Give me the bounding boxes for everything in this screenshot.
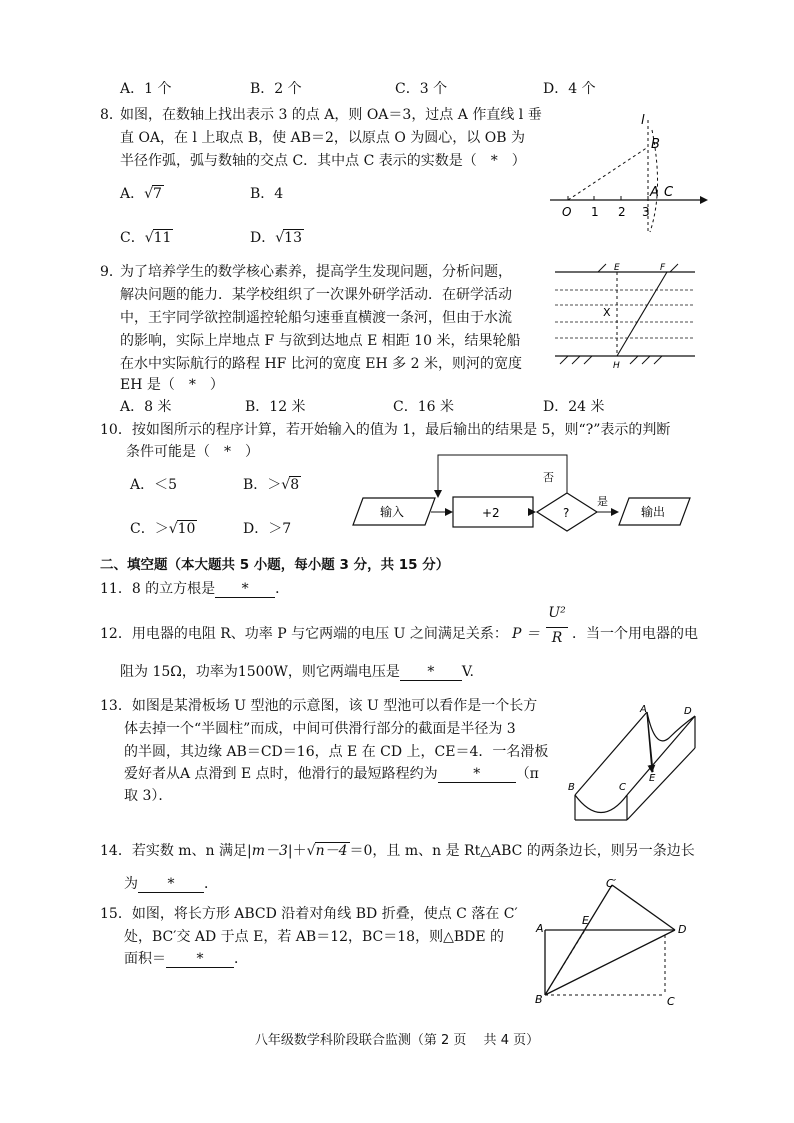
q15-fig-label-a: A xyxy=(536,922,544,935)
q13-line-4 xyxy=(124,765,539,783)
flow-no-label: 否 xyxy=(543,471,554,484)
q15-line-3 xyxy=(124,950,248,968)
q12-formula-p: P ＝ xyxy=(512,626,540,642)
q9-option-d: D．24 米 xyxy=(543,399,605,415)
q13-line-2: 体去掉一个“半圆柱”而成，中间可供滑行部分的截面是半径为 3 xyxy=(124,721,516,737)
q15-fig-label-c-prime: C′ xyxy=(606,877,617,890)
q10-number: 10． xyxy=(100,422,132,438)
flow-add-label: +2 xyxy=(482,506,500,520)
q9-river-figure xyxy=(550,260,700,370)
q9-option-a: A．8 米 xyxy=(120,399,172,415)
q8-fig-label-o: O xyxy=(562,205,572,219)
q15-line-2: 处，BC′交 AD 于点 E，若 AB＝12，BC＝18，则△BDE 的 xyxy=(124,929,505,945)
q14-line-2-end: ． xyxy=(204,876,218,892)
page-footer: 八年级数学科阶段联合监测（第 2 页 共 4 页） xyxy=(254,1033,540,1048)
q13-line-4-end: （π xyxy=(515,766,539,782)
q14-line-1: 14．若实数 m、n 满足|m－3|＋√n－4 ＝0，且 m、n 是 Rt△ABC 的两条边长，则另一条边长 xyxy=(100,843,695,859)
q8-fig-tick-2: 2 xyxy=(618,205,626,219)
q9-number: 9． xyxy=(100,264,123,280)
q10-option-b-label: B．＞ xyxy=(243,477,282,493)
q13-line-5: 取 3）． xyxy=(124,788,173,804)
q12-formula-numerator: U² xyxy=(548,605,566,621)
q8-option-b: B．4 xyxy=(250,186,284,202)
q8-number-line-figure xyxy=(540,110,715,235)
q13-line-3: 的半圆，其边缘 AB＝CD＝16，点 E 在 CD 上，CE＝4．一名滑板 xyxy=(124,744,549,760)
q13-fig-label-b: B xyxy=(568,782,575,793)
section-2-heading: 二、填空题（本大题共 5 小题，每小题 3 分，共 15 分） xyxy=(100,557,450,573)
flow-input-label: 输入 xyxy=(380,505,405,519)
q10-option-c: C．＞√10 xyxy=(130,521,196,537)
q8-option-c-value: 11 xyxy=(153,230,172,246)
q8-option-d-value: 13 xyxy=(284,230,302,246)
q13-fig-label-c: C xyxy=(619,782,626,793)
q8-line-3: 半径作弧，弧与数轴的交点 C．其中点 C 表示的实数是（ * ） xyxy=(120,153,526,169)
q10-line-1 xyxy=(100,421,670,439)
q12-line-2-end: V. xyxy=(461,664,475,680)
q8-fig-label-c: C xyxy=(664,185,674,200)
q9-line-3: 中，王宇同学欲控制遥控轮船匀速垂直横渡一条河，但由于水流 xyxy=(120,310,512,326)
q8-option-c: C．√11 xyxy=(120,230,172,246)
q10-flowchart xyxy=(345,445,695,535)
q12-line-1-text: 12．用电器的电阻 R、功率 P 与它两端的电压 U 之间满足关系： xyxy=(100,626,508,642)
q7-option-d: D．4 个 xyxy=(543,81,596,97)
q14-radical-expression: n－4 xyxy=(315,843,348,859)
q9-line-4: 的影响，实际上岸地点 F 与欲到达地点 E 相距 10 米，结果轮船 xyxy=(120,333,521,349)
q15-fig-label-c: C xyxy=(667,995,675,1008)
q9-line-5: 在水中实际航行的路程 HF 比河的宽度 EH 多 2 米，则河的宽度 xyxy=(120,356,522,372)
q8-fig-label-l: l xyxy=(641,113,645,128)
q8-option-a-label: A． xyxy=(120,186,145,202)
q15-rectangle-fold-figure xyxy=(530,875,705,1010)
q11-text: 11．8 的立方根是 xyxy=(100,581,216,597)
flow-yes-label: 是 xyxy=(597,495,608,508)
q13-fig-label-a: A xyxy=(640,704,647,715)
q9-line-2: 解决问题的能力．某学校组织了一次课外研学活动．在研学活动 xyxy=(120,287,512,303)
q8-fig-label-a: A xyxy=(650,185,659,200)
q14-text-1: 14．若实数 m、n 满足 xyxy=(100,843,248,859)
q11 xyxy=(100,580,289,598)
q12-fraction-bar xyxy=(546,627,568,628)
q15-fig-label-d: D xyxy=(678,923,687,936)
q9-fig-label-x: X xyxy=(603,306,611,319)
q14-answer-blank: * xyxy=(138,877,204,893)
q8-option-d-label: D． xyxy=(250,230,276,246)
q10-text-1: 按如图所示的程序计算，若开始输入的值为 1，最后输出的结果是 5，则“?”表示的判断 xyxy=(131,422,671,438)
q8-number: 8． xyxy=(100,107,123,123)
q14-abs-expression: m－3 xyxy=(251,843,288,859)
q15-line-3-end: ． xyxy=(234,951,248,967)
q10-option-c-value: 10 xyxy=(177,521,196,537)
q15-fig-label-b: B xyxy=(535,993,543,1006)
q12-answer-blank: * xyxy=(400,665,462,681)
q8-line-1: 如图，在数轴上找出表示 3 的点 A，则 OA＝3，过点 A 作直线 l 垂 xyxy=(120,107,542,123)
q9-fig-label-f: F xyxy=(660,263,666,273)
q13-answer-blank: * xyxy=(438,767,516,783)
q9-line-1: 为了培养学生的数学核心素养，提高学生发现问题，分析问题， xyxy=(120,264,512,280)
q10-option-d: D．＞7 xyxy=(243,521,292,537)
q8-option-d: D．√13 xyxy=(250,230,302,246)
q8-fig-tick-1: 1 xyxy=(591,205,599,219)
q14-line-2-text: 为 xyxy=(124,876,138,892)
q15-line-1: 15．如图，将长方形 ABCD 沿着对角线 BD 折叠，使点 C 落在 C′ xyxy=(100,906,518,922)
q15-fig-label-e: E xyxy=(582,914,589,927)
q8-option-a: A．√7 xyxy=(120,186,162,202)
q10-option-c-label: C．＞ xyxy=(130,521,169,537)
q9-fig-label-h: H xyxy=(613,361,620,370)
q14-plus: ＋ xyxy=(292,843,307,859)
q7-option-c: C．3 个 xyxy=(395,81,448,97)
q10-option-a: A．＜5 xyxy=(130,477,178,493)
q13-line-1: 13．如图是某滑板场 U 型池的示意图，该 U 型池可以看作是一个长方 xyxy=(100,698,538,714)
q7-option-a: A．1 个 xyxy=(120,81,172,97)
q14-text-2: ＝0，且 m、n 是 Rt△ABC 的两条边长，则另一条边长 xyxy=(349,843,695,859)
q8-option-c-label: C． xyxy=(120,230,145,246)
q9-option-b: B．12 米 xyxy=(245,399,306,415)
q10-option-b: B．＞√8 xyxy=(243,477,300,493)
q8-fig-label-b: B xyxy=(651,137,660,152)
q13-u-pool-figure xyxy=(565,700,710,825)
q12-formula-denominator: R xyxy=(551,630,563,646)
q11-answer-blank: * xyxy=(215,582,275,598)
q9-line-6: EH 是（ * ） xyxy=(120,377,224,393)
q11-end: ． xyxy=(275,581,290,597)
q8-fig-tick-3: 3 xyxy=(642,205,650,219)
q13-line-4-text: 爱好者从A 点滑到 E 点时，他滑行的最短路程约为 xyxy=(124,766,438,782)
q9-fig-label-e: E xyxy=(614,263,620,273)
q8-line-2: 直 OA，在 l 上取点 B，使 AB＝2，以原点 O 为圆心，以 OB 为 xyxy=(120,130,525,146)
q7-option-b: B．2 个 xyxy=(250,81,302,97)
q13-fig-label-e: E xyxy=(649,773,656,784)
flow-output-label: 输出 xyxy=(641,505,666,519)
q10-line-2: 条件可能是（ * ） xyxy=(126,444,259,460)
q12-line-2 xyxy=(120,663,474,681)
q12-line-1-end: ．当一个用电器的电 xyxy=(572,626,698,642)
q14-line-2 xyxy=(124,875,218,893)
q9-option-c: C．16 米 xyxy=(393,399,454,415)
q10-option-b-value: 8 xyxy=(290,477,300,493)
q15-line-3-text: 面积＝ xyxy=(124,951,166,967)
flow-condition-label: ? xyxy=(563,506,570,520)
q8-option-a-value: 7 xyxy=(153,186,162,202)
q15-answer-blank: * xyxy=(166,952,234,968)
q12-line-2-text: 阻为 15Ω，功率为1500W，则它两端电压是 xyxy=(120,664,400,680)
q13-fig-label-d: D xyxy=(684,706,692,717)
